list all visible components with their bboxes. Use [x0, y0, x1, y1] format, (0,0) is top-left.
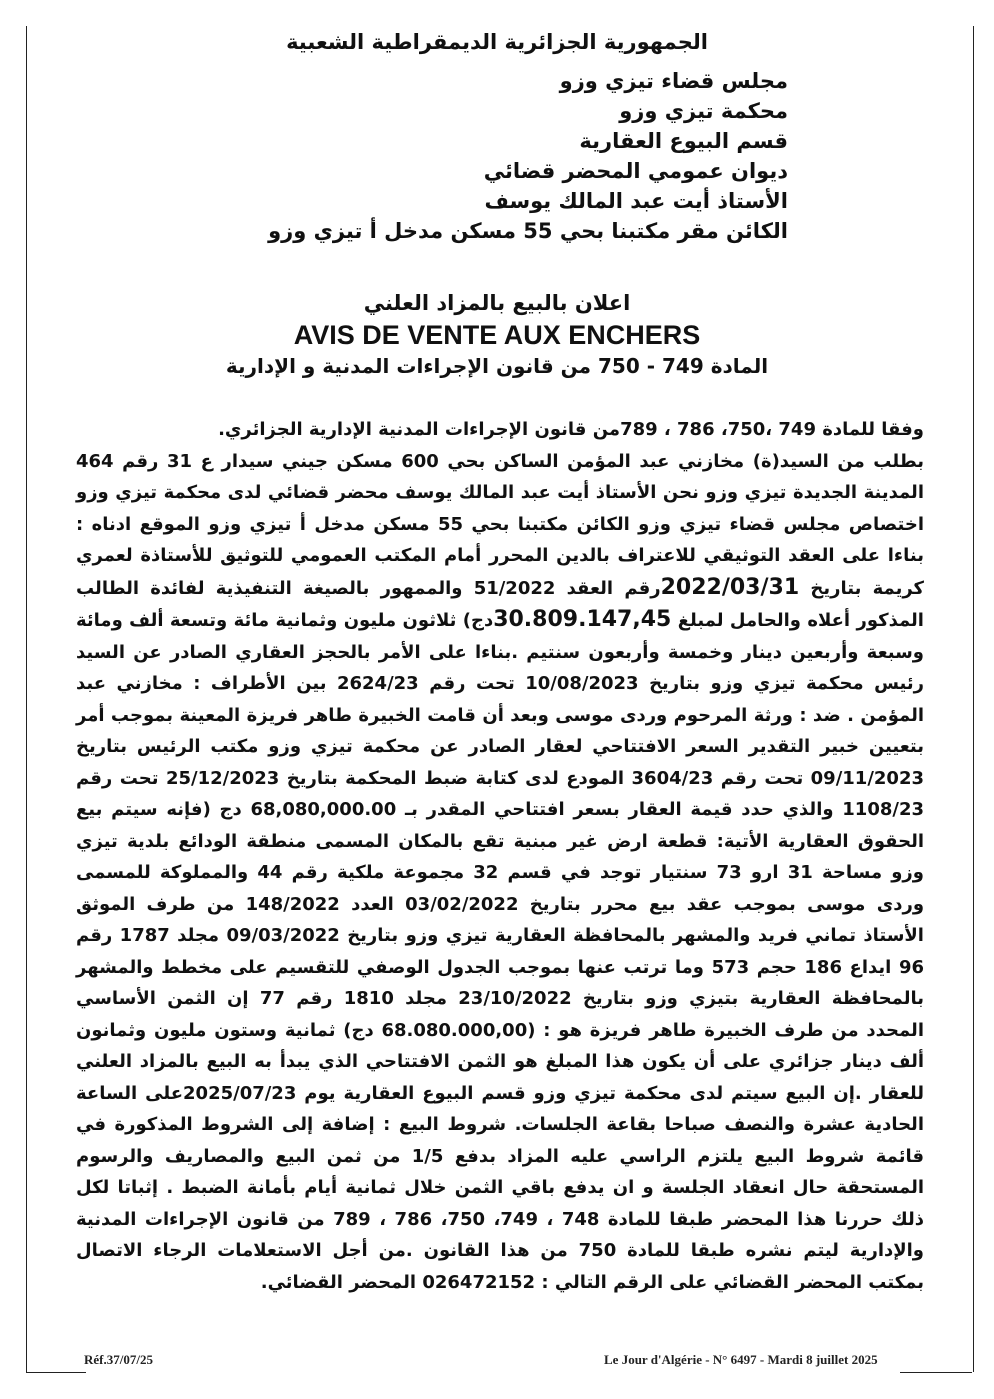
body-legal-basis: وفقا للمادة 749 ،750، 786 ، 789من قانون الإجراءات المدنية الإدارية الجزائري. — [218, 419, 924, 440]
issuer-line-bailiff: الأستاذ أيت عبد المالك يوسف — [484, 189, 788, 213]
republic-heading: الجمهورية الجزائرية الديمقراطية الشعبية — [286, 30, 708, 54]
body-sale-details: دج) ثلاثون مليون وثمانية مائة وتسعة ألف ومائة وسبعة وأربعين دينار وخمسة وأربعون سنتيم .بناءا على الأمر بالحجز العقاري الصادر عن السيد رئيس محكمة تيزي وزو بتاريخ 10/08/2023 تحت رقم 2624/23 بين الأطراف : مخازني عبد المؤمن . ضد : ورثة المرحوم وردى موسى وبعد أن قامت الخبيرة طاهر فريزة المعينة بموجب أمر بتعيين خبير التقدير السعر الافتتاحي لعقار الصادر عن محكمة تيزي وزو مكتب الرئيس بتاريخ 09/11/2023 تحت رقم 3604/23 المودع لدى كتابة ضبط المحكمة بتاريخ 25/12/2023 تحت رقم 1108/23 والذي حدد قيمة العقار بسعر افتتاحي المقدر بـ 68,080,000.00 دج (فإنه سيتم بيع الحقوق العقارية الأتية: قطعة ارض غير مبنية تقع بالمكان المسمى منطقة الودائع بلدية تيزي وزو مساحة 31 ارو 73 سنتيار توجد في قسم 32 مجموعة ملكية رقم 44 والمملوكة للمسمى وردى موسى بموجب عقد بيع محرر بتاريخ 03/02/2022 العدد 148/2022 من طرف الموثق الأستاذ تماني فريد والمشهر بالمحافظة العقارية تيزي وزو بتاريخ 09/03/2022 مجلد 1787 رقم 96 ايداع 186 حجم 573 وما ترتب عنها بموجب الجدول الوصفي للتقسيم على مخطط والمشهر بالمحافظة العقارية بتيزي وزو بتاريخ 23/10/2022 مجلد 1810 رقم 77 إن الثمن الأساسي المحدد من طرف الخبيرة طاهر فريزة هو : (68.080.000,00 دج) ثمانية وستون مليون وثمانون ألف دينار جزائري على أن يكون هذا المبلغ هو الثمن الافتتاحي الذي يبدأ به البيع بالمزاد العلني للعقار .إن البيع سيتم لدى محكمة تيزي وزو قسم البيوع العقارية يوم 2025/07/23على الساعة الحادية عشرة والنصف صباحا بقاعة الجلسات. شروط البيع : إضافة إلى الشروط المذكورة في قائمة شروط البيع يلتزم الراسي عليه المزاد بدفع 1/5 من ثمن البيع والمصاريف والرسوم المستحقة حال انعقاد الجلسة و ان يدفع باقي الثمن خلال ثمانية أيام بأمانة الضبط . إثباتا لكل ذلك حررنا هذا المحضر طبقا للمادة 748 ، 749، 750، 786 ، 789 من قانون الإجراءات المدنية والإدارية ليتم نشره طبقا للمادة 750 من هذا القانون .من أجل الاستعلامات الرجاء الاتصال بمكتب المحضر القضائي على الرقم التالي : 026472152 المحضر القضائي. — [76, 610, 925, 1293]
issuer-line-court: محكمة تيزي وزو — [619, 99, 788, 123]
frame-bottom-right-rule — [900, 1372, 972, 1373]
frame-bottom-left-rule — [26, 1372, 86, 1373]
body-deed-text: رقم العقد 51/2022 والممهور بالصيغة التنفيذية لفائدة الطالب المذكور أعلاه والحامل لمبلغ — [76, 577, 924, 631]
debt-amount: 30.809.147,45 — [493, 607, 672, 632]
title-articles: المادة 749 - 750 من قانون الإجراءات المدنية و الإدارية — [225, 354, 769, 378]
title-french: AVIS DE VENTE AUX ENCHERS — [293, 320, 701, 350]
title-arabic: اعلان بالبيع بالمزاد العلني — [363, 291, 631, 315]
issuer-line-office: ديوان عمومي المحضر قضائي — [483, 159, 788, 183]
body-main-paragraph — [76, 446, 924, 1299]
body-request-text: بطلب من السيد(ة) مخازني عبد المؤمن الساكن بحي 600 مسكن جيني سيدار ع 31 رقم 464 المدينة الجديدة تيزي وزو نحن الأستاذ أيت عبد المالك يوسف محضر قضائي لدى محكمة تيزي وزو اختصاص مجلس قضاء تيزي وزو الكائن مكتبنا بحي 55 مسكن مدخل أ تيزي وزو الموقع ادناه : بناءا على العقد التوثيقي للاعتراف بالدين المحرر أمام المكتب العمومي للتوثيق للأستاذة لعمري كريمة بتاريخ — [76, 450, 924, 599]
issuer-block — [148, 66, 788, 246]
publication-line: Le Jour d'Algérie - N° 6497 - Mardi 8 juillet 2025 — [604, 1352, 878, 1367]
title-block — [0, 288, 994, 380]
reference-number: Réf.37/07/25 — [84, 1352, 153, 1367]
issuer-line-council: مجلس قضاء تيزي وزو — [559, 69, 788, 93]
deed-date: 2022/03/31 — [660, 574, 800, 600]
notice-body — [76, 414, 924, 1298]
issuer-line-address: الكائن مقر مكتبنا بحي 55 مسكن مدخل أ تيزي وزو — [268, 219, 788, 243]
issuer-line-section: قسم البيوع العقارية — [579, 129, 788, 153]
